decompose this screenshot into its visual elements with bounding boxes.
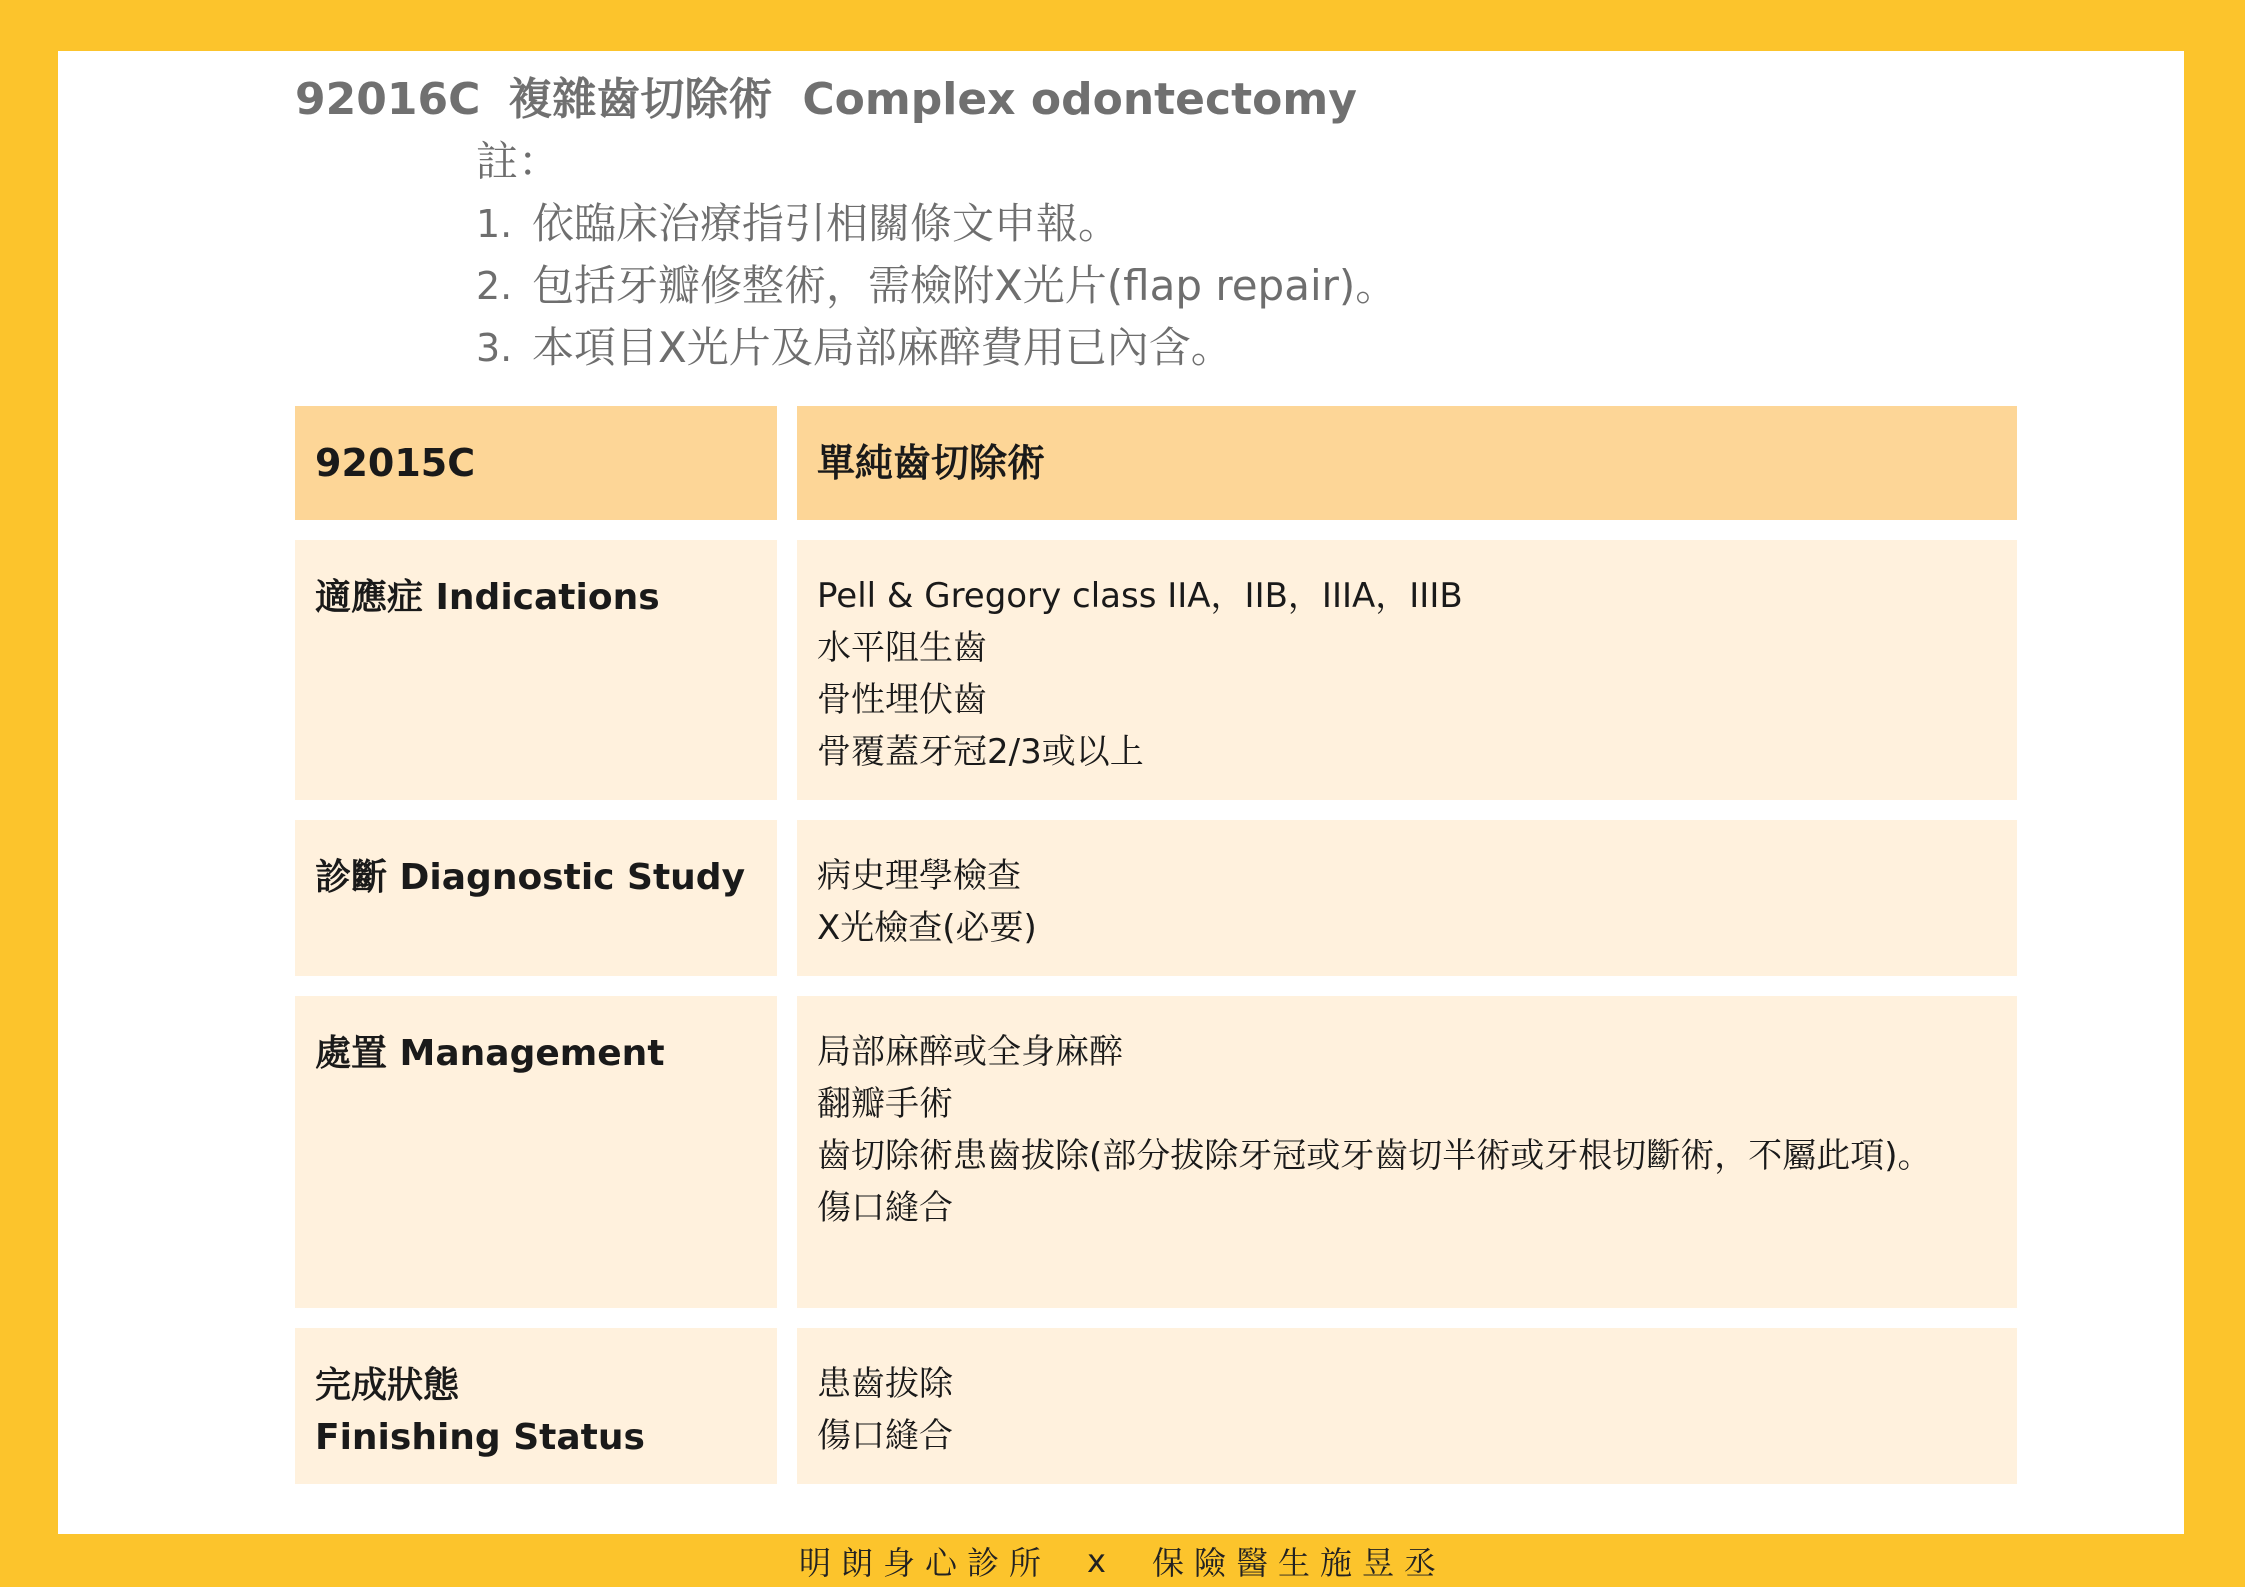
row-label-line: 診斷 Diagnostic Study bbox=[315, 857, 746, 898]
finishing-content bbox=[797, 1328, 2017, 1484]
note-item bbox=[476, 317, 1397, 379]
row-label-line: 完成狀態 bbox=[315, 1365, 460, 1406]
indications-content bbox=[797, 540, 2017, 800]
footer-separator: x bbox=[1087, 1541, 1116, 1580]
content-line: 齒切除術患齒拔除(部分拔除牙冠或牙齒切半術或牙根切斷術，不屬此項)。 bbox=[817, 1136, 1932, 1176]
row-label-line: 適應症 Indications bbox=[315, 577, 660, 618]
notes-label: 註： bbox=[476, 137, 561, 186]
diagnostic-label bbox=[295, 820, 777, 976]
note-number: 1. bbox=[476, 202, 513, 246]
finishing-label bbox=[295, 1328, 777, 1484]
footer-clinic: 明朗身心診所 bbox=[799, 1543, 1052, 1582]
procedure-title bbox=[295, 69, 1397, 131]
note-number: 3. bbox=[476, 326, 513, 370]
content-line: 翻瓣手術 bbox=[817, 1084, 953, 1124]
table-header-row bbox=[295, 406, 2017, 520]
procedure-table bbox=[295, 406, 2017, 1504]
footer-author: 保險醫生施昱丞 bbox=[1151, 1543, 1446, 1582]
content-line: X光檢查(必要) bbox=[817, 908, 1037, 948]
notes-list bbox=[476, 193, 1397, 379]
notes-section bbox=[476, 131, 1397, 379]
table-row-indications bbox=[295, 540, 2017, 800]
content-line: 骨性埋伏齒 bbox=[817, 680, 987, 720]
note-text: 依臨床治療指引相關條文申報。 bbox=[532, 199, 1121, 248]
content-line: 骨覆蓋牙冠2/3或以上 bbox=[817, 732, 1144, 772]
content-line: Pell & Gregory class IIA，IIB，IIIA，IIIB bbox=[817, 576, 1463, 616]
note-text: 本項目X光片及局部麻醉費用已內含。 bbox=[532, 323, 1233, 372]
table-row-finishing bbox=[295, 1328, 2017, 1484]
row-label-line: Finishing Status bbox=[315, 1417, 645, 1458]
diagnostic-content bbox=[797, 820, 2017, 976]
row-label-line: 處置 Management bbox=[315, 1033, 665, 1074]
management-content bbox=[797, 996, 2017, 1308]
content-line: 患齒拔除 bbox=[817, 1364, 953, 1404]
note-number: 2. bbox=[476, 264, 513, 308]
procedure-code: 92016C bbox=[295, 74, 481, 125]
content-line: 傷口縫合 bbox=[817, 1416, 953, 1456]
footer-credit bbox=[0, 1534, 2245, 1587]
procedure-heading bbox=[295, 69, 1397, 379]
indications-label bbox=[295, 540, 777, 800]
table-row-diagnostic bbox=[295, 820, 2017, 976]
management-label bbox=[295, 996, 777, 1308]
content-line: 水平阻生齒 bbox=[817, 628, 987, 668]
content-line: 傷口縫合 bbox=[817, 1188, 953, 1228]
content-line: 病史理學檢查 bbox=[817, 856, 1021, 896]
content-line: 局部麻醉或全身麻醉 bbox=[817, 1032, 1123, 1072]
header-name-cell: 單純齒切除術 bbox=[797, 406, 2017, 520]
header-code-cell: 92015C bbox=[295, 406, 777, 520]
table-row-management bbox=[295, 996, 2017, 1308]
content-sheet bbox=[58, 51, 2184, 1534]
procedure-name-zh: 複雜齒切除術 bbox=[508, 74, 773, 125]
note-text: 包括牙瓣修整術，需檢附X光片(flap repair)。 bbox=[532, 261, 1398, 310]
note-item bbox=[476, 255, 1397, 317]
note-item bbox=[476, 193, 1397, 255]
procedure-name-en: Complex odontectomy bbox=[802, 74, 1357, 125]
